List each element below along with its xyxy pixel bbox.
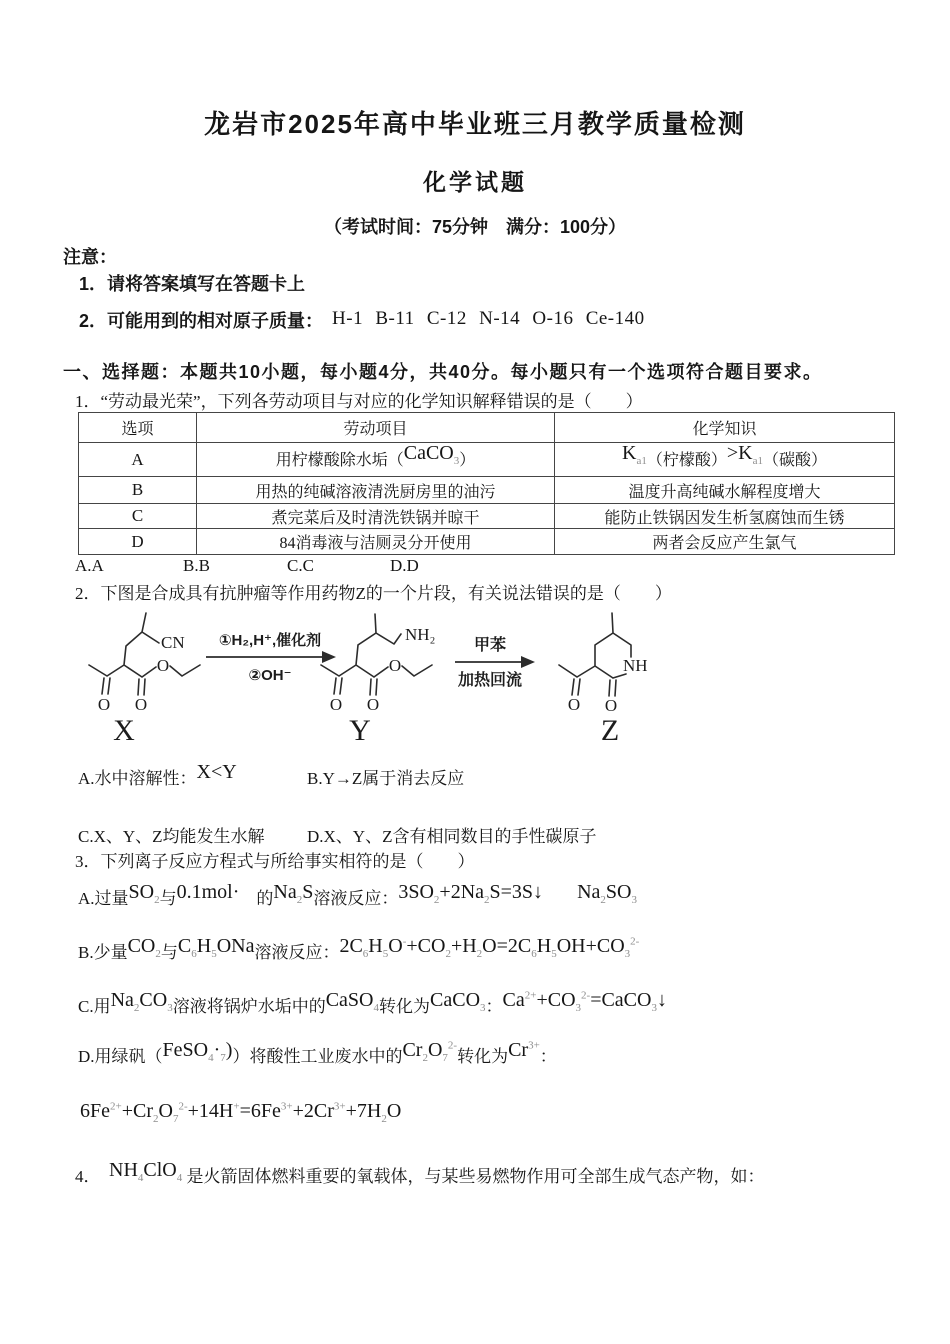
q1-table-row-a — [79, 443, 895, 477]
q2-option-b: B.Y→Z属于消去反应 — [307, 769, 465, 788]
q1-row-a-knowledge: $K_{a1}$（柠檬酸）$>K_{a1}$（碳酸） — [555, 443, 895, 477]
x-cn-label: CN — [161, 633, 185, 652]
q1-row-a-option: A — [79, 443, 197, 477]
x-ester-chain-oxygen-label: O — [156, 656, 170, 675]
page-title: 龙岩市2025年高中毕业班三月教学质量检测 — [204, 109, 746, 139]
q1-row-c-project: 煮完菜后及时清洗铁锅并晾干 — [197, 504, 555, 529]
q1-table-row-b — [79, 477, 895, 504]
doc-subtitle: 化学试题 — [423, 169, 527, 195]
q1-stem: 1．“劳动最光荣”，下列各劳动项目与对应的化学知识解释错误的是（ ） — [75, 392, 643, 411]
q3-stem: 3．下列离子反应方程式与所给事实相符的是（ ） — [75, 852, 475, 871]
q1-answer-b: B.B — [183, 556, 210, 575]
q4-stem: 4． $NH_4ClO_4$ 是火箭固体燃料重要的氧载体，与某些易燃物作用可全部生成气态产物，如： — [75, 1159, 765, 1186]
q1-table-header-knowledge: 化学知识 — [555, 413, 895, 443]
arrow-head-icon — [521, 656, 535, 668]
arrow2-conditions-top: 甲苯 — [473, 637, 507, 654]
q1-row-c-option: C — [79, 504, 197, 529]
q1-row-b-option: B — [79, 477, 197, 504]
q3-option-c: C.用$Na_2CO_3$溶液将锅炉水垢中的CaSO$_4$转化为CaCO$_3$：$Ca^{2+}+CO_3^{2-}=CaCO_3↓$ — [78, 989, 667, 1016]
q3-option-d-equation: $6Fe^{2+}+Cr_2O_7^{2-}+14H^+=6Fe^{3+}+2Cr^{3+}+7H_2O$ — [80, 1100, 402, 1125]
molecule-z-label: Z — [600, 714, 620, 747]
q2-option-d: D.X、Y、Z含有相同数目的手性碳原子 — [307, 827, 597, 846]
reaction-arrow-1 — [206, 631, 336, 684]
z-acetyl-oxygen-label: O — [567, 695, 581, 714]
q1-row-b-knowledge: 温度升高纯碱水解程度增大 — [555, 477, 895, 504]
y-nh2-label: NH₂ — [405, 625, 436, 644]
arrow1-conditions-bottom: ②OH⁻ — [248, 667, 292, 684]
y-ester-chain-oxygen-label: O — [388, 656, 402, 675]
notice-label: 注意： — [63, 247, 117, 267]
y-acetyl-oxygen-label: O — [329, 695, 343, 714]
molecule-x-skeleton — [89, 613, 200, 695]
q1-row-b-project: 用热的纯碱溶液清洗厨房里的油污 — [197, 477, 555, 504]
q1-answer-a: A.A — [75, 556, 104, 575]
molecule-x-label: X — [113, 714, 135, 747]
atomic-masses: H-1 B-11 C-12 N-14 O-16 Ce-140 — [332, 308, 645, 329]
x-ester-oxygen-label: O — [134, 695, 148, 714]
arrow-head-icon — [322, 651, 336, 663]
x-acetyl-oxygen-label: O — [97, 695, 111, 714]
y-ester-oxygen-label: O — [366, 695, 380, 714]
notice-item-1: 1．请将答案填写在答题卡上 — [79, 274, 306, 294]
notice-item-2 — [79, 307, 645, 333]
q1-table-row-c — [79, 504, 895, 529]
q1-table-row-d — [79, 529, 895, 555]
q1-row-d-option: D — [79, 529, 197, 555]
z-nh-label: NH — [623, 656, 648, 675]
notice-item-2-label: 2．可能用到的相对原子质量： — [79, 311, 324, 331]
q2-option-a: A.水中溶解性：X<Y — [78, 761, 237, 788]
z-lactam-oxygen-label: O — [604, 696, 618, 715]
q3-option-a: A.过量$SO_2$与0.1mol· 的$Na_2S$溶液反应：$3SO_2+2Na_2S=3S↓$ $Na_2SO_3$ — [78, 881, 637, 908]
molecule-y-label: Y — [349, 714, 371, 747]
q1-answer-c: C.C — [287, 556, 314, 575]
molecule-z-skeleton — [559, 613, 631, 696]
reaction-arrow-2 — [455, 635, 535, 689]
q1-table-header-project: 劳动项目 — [197, 413, 555, 443]
arrow1-conditions-top: ①H₂,H⁺,催化剂 — [218, 632, 322, 649]
q1-answer-d: D.D — [390, 556, 419, 575]
q1-row-a-project: 用柠檬酸除水垢（CaCO$_3$） — [197, 443, 555, 477]
q1-row-d-knowledge: 两者会反应产生氯气 — [555, 529, 895, 555]
q1-table-header-option: 选项 — [79, 413, 197, 443]
q1-row-d-project: 84消毒液与洁厕灵分开使用 — [197, 529, 555, 555]
reaction-scheme — [60, 600, 950, 752]
q3-option-d: D.用绿矾$(FeSO_4\cdot_7)$）将酸性工业废水中的$Cr_2O_7^{2-}$转化为$Cr^{3+}$： — [78, 1039, 557, 1066]
q2-stem: 2．下图是合成具有抗肿瘤等作用药物Z的一个片段，有关说法错误的是（ ） — [75, 584, 672, 603]
q2-option-c: C.X、Y、Z均能发生水解 — [78, 827, 265, 846]
q1-table — [78, 412, 895, 555]
exam-info: （考试时间：75分钟 满分：100分） — [323, 217, 627, 237]
section-heading: 一、选择题：本题共10小题，每小题4分，共40分。每小题只有一个选项符合题目要求。 — [63, 362, 823, 382]
arrow2-conditions-bottom: 加热回流 — [457, 672, 523, 689]
q3-option-b: B.少量$CO_2$与$C_6H_5ONa$溶液反应：$2C_6H_5O^-+CO_2+H_2O=2C_6H_5OH+CO_3^{2-}$ — [78, 935, 640, 962]
q1-row-c-knowledge: 能防止铁锅因发生析氢腐蚀而生锈 — [555, 504, 895, 529]
